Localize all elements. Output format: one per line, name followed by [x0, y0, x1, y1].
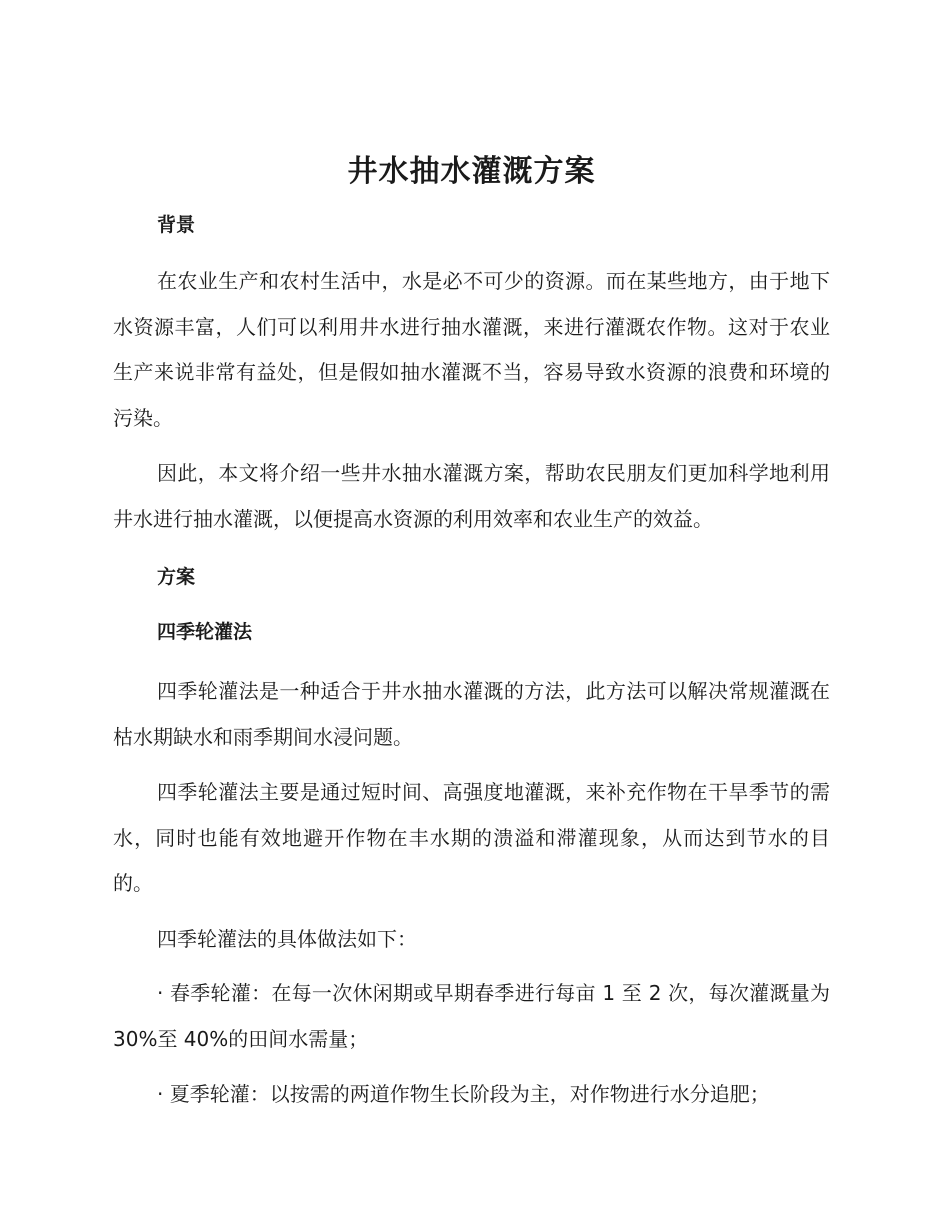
section-heading-background: 背景	[157, 214, 196, 236]
background-paragraph-1: 在农业生产和农村生活中，水是必不可少的资源。而在某些地方，由于地下水资源丰富，人们可以利用井水进行抽水灌溉，来进行灌溉农作物。这对于农业生产来说非常有益处，但是假如抽水灌溉不当，容易导致水资源的浪费和环境的污染。	[113, 269, 830, 430]
section-heading-plan: 方案	[157, 566, 196, 588]
bullet-item-summer: · 夏季轮灌：以按需的两道作物生长阶段为主，对作物进行水分追肥；	[157, 1082, 770, 1106]
background-paragraph-2: 因此，本文将介绍一些井水抽水灌溉方案，帮助农民朋友们更加科学地利用井水进行抽水灌溉，以便提高水资源的利用效率和农业生产的效益。	[113, 461, 830, 531]
document-title: 井水抽水灌溉方案	[347, 154, 596, 189]
bullet-item-spring: · 春季轮灌：在每一次休闲期或早期春季进行每亩 1 至 2 次，每次灌溉量为 30%至 40%的田间水需量；	[113, 981, 830, 1051]
method-paragraph-2: 四季轮灌法主要是通过短时间、高强度地灌溉，来补充作物在干旱季节的需水，同时也能有效地避开作物在丰水期的溃溢和滞灌现象，从而达到节水的目的。	[113, 780, 830, 895]
method-paragraph-3: 四季轮灌法的具体做法如下：	[157, 926, 417, 951]
subsection-heading-four-season-rotation: 四季轮灌法	[157, 621, 253, 643]
method-paragraph-1: 四季轮灌法是一种适合于井水抽水灌溉的方法，此方法可以解决常规灌溉在枯水期缺水和雨季期间水浸问题。	[113, 679, 830, 749]
